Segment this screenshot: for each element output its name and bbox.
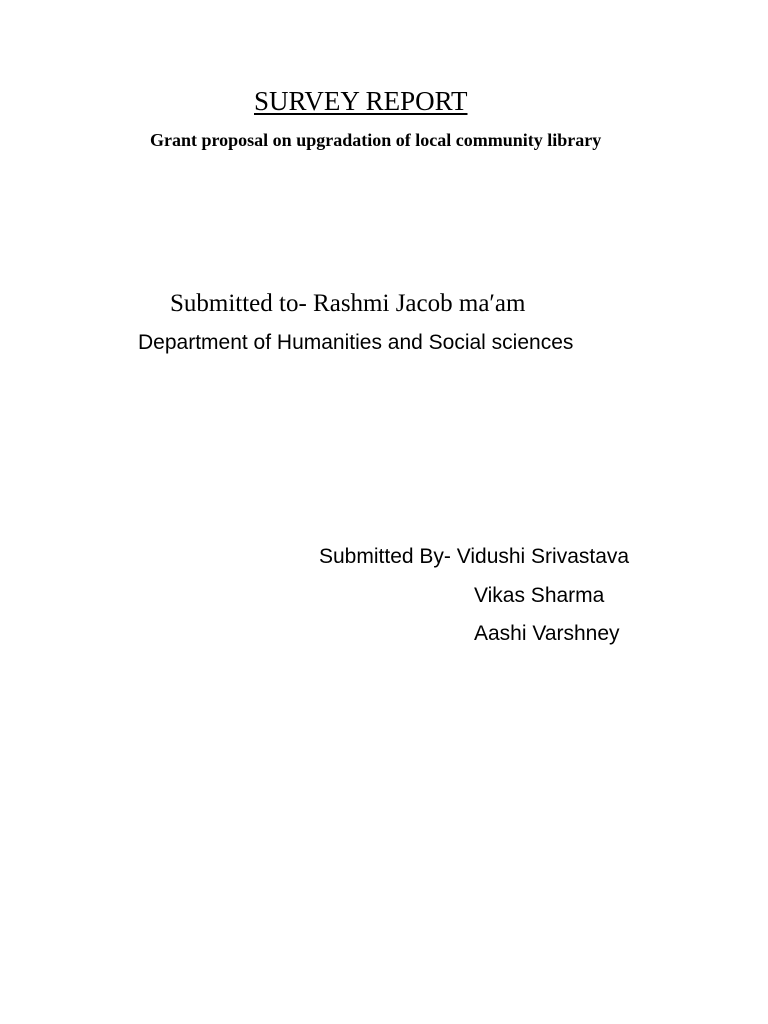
report-subtitle: Grant proposal on upgradation of local community library: [150, 130, 602, 150]
report-title: SURVEY REPORT: [254, 86, 468, 116]
team-member: Vikas Sharma: [474, 584, 605, 607]
submitted-to-line: Submitted to- Rashmi Jacob ma′am: [170, 290, 526, 317]
submitted-by-line: Submitted By- Vidushi Srivastava: [319, 545, 630, 568]
team-member: Aashi Varshney: [474, 622, 620, 645]
department-line: Department of Humanities and Social sciences: [138, 331, 574, 354]
